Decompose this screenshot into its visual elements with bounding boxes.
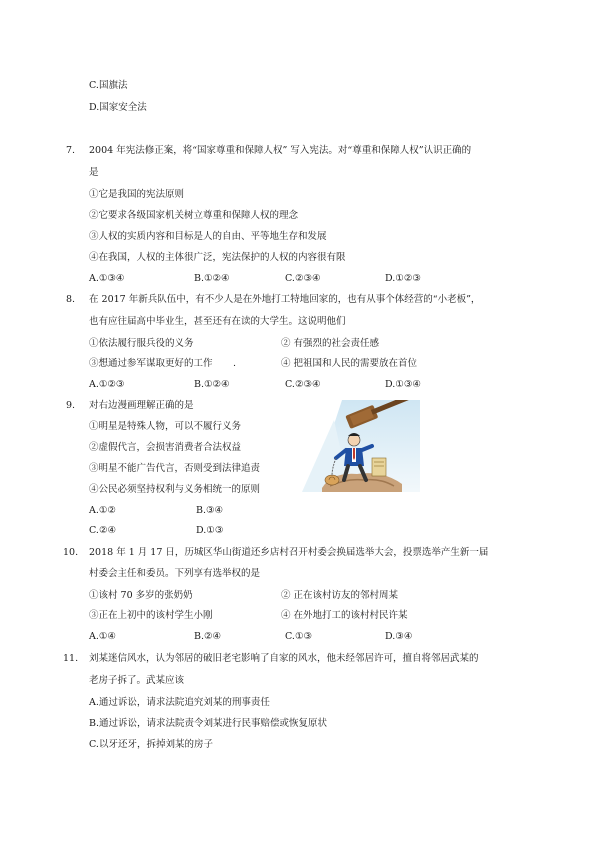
choice-b: B.①②④ <box>194 273 230 284</box>
choice-d: D.①③④ <box>385 379 421 390</box>
statement-2: ②虚假代言，会损害消费者合法权益 <box>89 442 242 453</box>
statement-4: ④在我国，人权的主体很广泛，宪法保护的人权的内容很有限 <box>89 252 346 263</box>
choice-a: A.通过诉讼，请求法院追究刘某的刑事责任 <box>89 697 270 708</box>
question-stem: 刘某迷信风水，认为邻居的破旧老宅影响了自家的风水，他未经邻居许可，擅自将邻居武某的 <box>89 653 479 664</box>
choice-d: D.①②③ <box>385 273 421 284</box>
choice-a: A.①④ <box>89 631 116 642</box>
question-stem: 对右边漫画理解正确的是 <box>89 400 194 411</box>
question-number: 11. <box>63 653 79 664</box>
statement-1: ①明星是特殊人物，可以不履行义务 <box>89 421 242 432</box>
choice-c: C.以牙还牙，拆掉刘某的房子 <box>89 739 213 750</box>
option-c-previous: C.国旗法 <box>89 80 128 91</box>
choice-d: D.①③ <box>196 525 224 536</box>
question-number: 8. <box>66 294 76 305</box>
statement-1: ①依法履行服兵役的义务 <box>89 338 194 349</box>
question-stem-continued: 是 <box>89 167 99 178</box>
choice-c: C.②④ <box>89 525 116 536</box>
statement-3: ③明星不能广告代言，否则受到法律追责 <box>89 463 261 474</box>
option-d-previous: D.国家安全法 <box>89 102 147 113</box>
statement-1: ①该村 70 多岁的张奶奶 <box>89 590 193 601</box>
cartoon-illustration <box>302 400 420 492</box>
question-stem-continued: 也有应往届高中毕业生，甚至还有在读的大学生。这说明他们 <box>89 316 346 327</box>
question-stem-continued: 老房子拆了。武某应该 <box>89 675 185 686</box>
choice-c: C.②③④ <box>285 273 321 284</box>
choice-b: B.通过诉讼，请求法院责令刘某进行民事赔偿或恢复原状 <box>89 718 328 729</box>
choice-a: A.①② <box>89 505 116 516</box>
choice-d: D.③④ <box>385 631 413 642</box>
statement-2: ② 正在该村访友的邻村周某 <box>281 590 399 601</box>
statement-4: ④公民必须坚持权利与义务相统一的原则 <box>89 484 261 495</box>
statement-2: ②它要求各级国家机关树立尊重和保障人权的理念 <box>89 210 299 221</box>
statement-3: ③人权的实质内容和目标是人的自由、平等地生存和发展 <box>89 231 327 242</box>
question-stem-continued: 村委会主任和委员。下列享有选举权的是 <box>89 568 261 579</box>
question-number: 9. <box>66 400 76 411</box>
choice-b: B.②④ <box>194 631 222 642</box>
question-stem: 2004 年宪法修正案，将“国家尊重和保障人权” 写入宪法。对“尊重和保障人权”认识正确的 <box>89 145 472 156</box>
statement-3: ③正在上初中的该村学生小刚 <box>89 610 213 621</box>
question-stem: 在 2017 年新兵队伍中，有不少人是在外地打工特地回家的，也有从事个体经营的“小老板”， <box>89 294 481 305</box>
question-stem: 2018 年 1 月 17 日，历城区华山街道还乡店村召开村委会换届选举大会，投票选举产生新一届 <box>89 547 489 558</box>
choice-a: A.①②③ <box>89 379 125 390</box>
statement-1: ①它是我国的宪法原则 <box>89 189 185 200</box>
choice-b: B.③④ <box>196 505 224 516</box>
statement-3: ③想通过参军谋取更好的工作 <box>89 358 213 369</box>
statement-4: ④ 在外地打工的该村村民许某 <box>281 610 408 621</box>
statement-2: ② 有强烈的社会责任感 <box>281 338 380 349</box>
statement-4: ④ 把祖国和人民的需要放在首位 <box>281 358 418 369</box>
choice-c: C.②③④ <box>285 379 321 390</box>
choice-a: A.①③④ <box>89 273 125 284</box>
stray-mark: . <box>233 358 237 369</box>
choice-b: B.①②④ <box>194 379 230 390</box>
question-number: 10. <box>63 547 79 558</box>
question-number: 7. <box>66 145 76 156</box>
choice-c: C.①③ <box>285 631 312 642</box>
